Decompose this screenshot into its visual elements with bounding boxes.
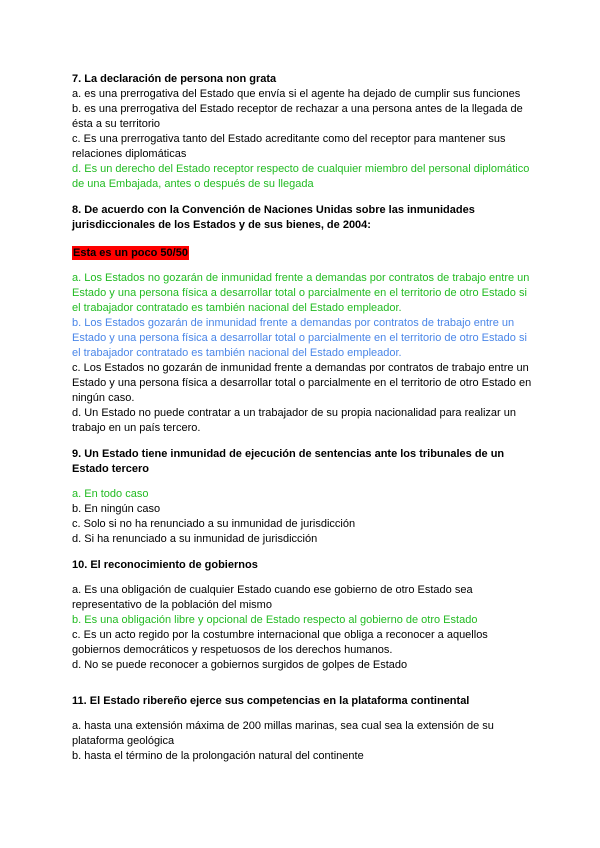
- option-c: c. Los Estados no gozarán de inmunidad frente a demandas por contratos de trabajo entre un Estado y una persona física a desarrollar total o parcialmente en el territorio de otro Estado en ningún caso.: [72, 362, 532, 404]
- option-a: a. hasta una extensión máxima de 200 millas marinas, sea cual sea la extensión de su plataforma geológica: [72, 720, 494, 747]
- option-b: b. En ningún caso: [72, 503, 161, 515]
- option-b-alternative: b. Los Estados gozarán de inmunidad frente a demandas por contratos de trabajo entre un Estado y una persona física a desarrollar total o parcialmente en el territorio de otro Estado si el trabajador contratado es también nacional del Estado empleador.: [72, 317, 527, 359]
- option-d: d. No se puede reconocer a gobiernos surgidos de golpes de Estado: [72, 659, 408, 671]
- document-page: [72, 72, 532, 775]
- highlight-note: Esta es un poco 50/50: [73, 247, 188, 259]
- question-10: [72, 558, 532, 673]
- option-a: a. Es una obligación de cualquier Estado cuando ese gobierno de otro Estado sea representativo de la población del mismo: [72, 584, 473, 611]
- option-b: b. es una prerrogativa del Estado receptor de rechazar a una persona antes de la llegada de ésta a su territorio: [72, 103, 523, 130]
- question-8: [72, 203, 532, 436]
- option-b: b. hasta el término de la prolongación natural del continente: [72, 750, 364, 762]
- option-c: c. Solo si no ha renunciado a su inmunidad de jurisdicción: [72, 518, 356, 530]
- option-c: c. Es una prerrogativa tanto del Estado acreditante como del receptor para mantener sus relaciones diplomáticas: [72, 133, 506, 160]
- option-c: c. Es un acto regido por la costumbre internacional que obliga a reconocer a aquellos gobiernos democráticos y respetuosos de los derechos humanos.: [72, 629, 488, 656]
- option-d-correct: d. Es un derecho del Estado receptor respecto de cualquier miembro del personal diplomático de una Embajada, antes o después de su llegada: [72, 163, 530, 190]
- option-a-correct: a. En todo caso: [72, 488, 149, 500]
- question-title: 9. Un Estado tiene inmunidad de ejecución de sentencias ante los tribunales de un Estado tercero: [72, 448, 505, 475]
- option-a: a. es una prerrogativa del Estado que envía si el agente ha dejado de cumplir sus funciones: [72, 88, 521, 100]
- option-a-correct: a. Los Estados no gozarán de inmunidad frente a demandas por contratos de trabajo entre un Estado y una persona física a desarrollar total o parcialmente en el territorio de otro Estado si el trabajador contratado es también nacional del Estado empleador.: [72, 272, 530, 314]
- question-9: [72, 447, 532, 547]
- option-d: d. Un Estado no puede contratar a un trabajador de su propia nacionalidad para realizar un trabajo en un país tercero.: [72, 407, 516, 434]
- question-title: 8. De acuerdo con la Convención de Naciones Unidas sobre las inmunidades jurisdiccionales de los Estados y de sus bienes, de 2004:: [72, 204, 475, 231]
- question-7: [72, 72, 532, 192]
- option-b-correct: b. Es una obligación libre y opcional de Estado respecto al gobierno de otro Estado: [72, 614, 478, 626]
- question-11: [72, 694, 532, 764]
- question-title: 11. El Estado ribereño ejerce sus competencias en la plataforma continental: [72, 695, 470, 707]
- option-d: d. Si ha renunciado a su inmunidad de jurisdicción: [72, 533, 318, 545]
- question-title: 10. El reconocimiento de gobiernos: [72, 559, 258, 571]
- question-title: 7. La declaración de persona non grata: [72, 73, 277, 85]
